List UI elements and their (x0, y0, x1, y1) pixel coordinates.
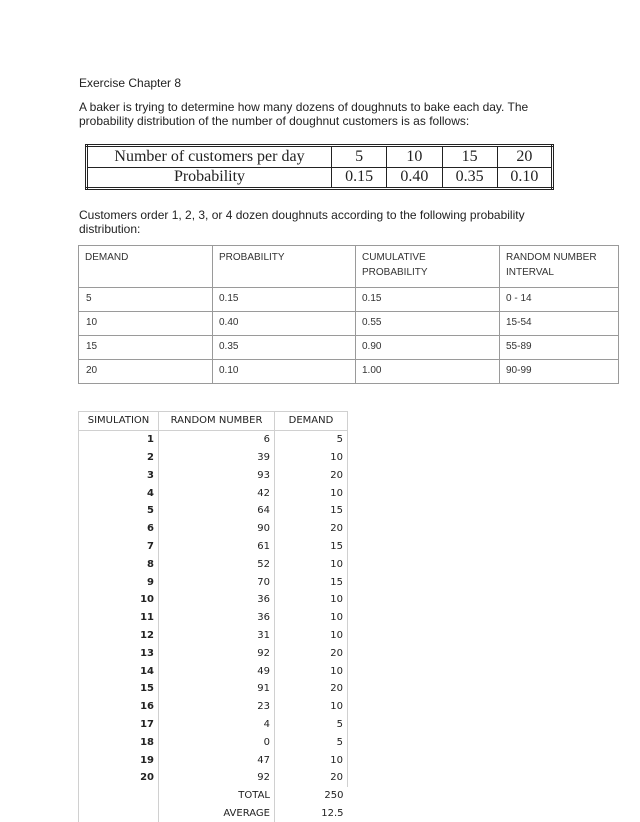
table-row (79, 336, 619, 360)
table-row (79, 502, 348, 520)
simulation-number: 19 (79, 751, 159, 769)
probability-row (87, 167, 553, 189)
random-number: 0 (159, 733, 275, 751)
demand-value: 10 (275, 751, 348, 769)
table-cell: 0.90 (356, 336, 500, 360)
table-row (79, 312, 619, 336)
random-number: 36 (159, 591, 275, 609)
demand-value: 20 (275, 466, 348, 484)
table-row (79, 573, 348, 591)
table-row (79, 360, 619, 384)
simulation-table (78, 411, 348, 822)
table-cell: 15 (79, 336, 213, 360)
simulation-number: 17 (79, 716, 159, 734)
simulation-number: 12 (79, 627, 159, 645)
probability-cell: 0.10 (497, 167, 552, 189)
table-cell: 0.40 (213, 312, 356, 336)
customers-cell: 5 (332, 146, 387, 168)
table-row (79, 538, 348, 556)
probability-cell: 0.15 (332, 167, 387, 189)
table-row (79, 627, 348, 645)
customers-row-label: Number of customers per day (87, 146, 332, 168)
exercise-title: Exercise Chapter 8 (79, 76, 182, 90)
demand-value: 5 (275, 430, 348, 448)
random-number: 39 (159, 449, 275, 467)
column-header: CUMULATIVE PROBABILITY (356, 246, 500, 288)
random-number: 90 (159, 520, 275, 538)
table-row (79, 520, 348, 538)
demand-value: 5 (275, 733, 348, 751)
table-cell: 0.15 (356, 288, 500, 312)
column-header: DEMAND (275, 412, 348, 431)
demand-value: 20 (275, 644, 348, 662)
customers-cell: 10 (387, 146, 442, 168)
total-value: 250 (275, 787, 348, 805)
column-header: DEMAND (79, 246, 213, 288)
random-number: 91 (159, 680, 275, 698)
random-number: 52 (159, 555, 275, 573)
table-cell: 10 (79, 312, 213, 336)
table-row (79, 484, 348, 502)
demand-value: 15 (275, 573, 348, 591)
table-row (79, 555, 348, 573)
table-row (79, 769, 348, 787)
simulation-number: 3 (79, 466, 159, 484)
table-cell: 0.55 (356, 312, 500, 336)
total-label: TOTAL (159, 787, 275, 805)
table-row (79, 644, 348, 662)
demand-value: 10 (275, 449, 348, 467)
demand-value: 5 (275, 716, 348, 734)
average-label: AVERAGE (159, 805, 275, 822)
table-cell: 15-54 (500, 312, 619, 336)
simulation-number: 7 (79, 538, 159, 556)
random-number: 4 (159, 716, 275, 734)
random-number: 64 (159, 502, 275, 520)
table-row (79, 591, 348, 609)
total-row (79, 787, 348, 805)
table-row (79, 680, 348, 698)
table-row (79, 288, 619, 312)
customers-cell: 15 (442, 146, 497, 168)
column-header: RANDOM NUMBER (159, 412, 275, 431)
column-header: PROBABILITY (213, 246, 356, 288)
simulation-number: 11 (79, 609, 159, 627)
table-cell: 0.15 (213, 288, 356, 312)
column-header: SIMULATION (79, 412, 159, 431)
table-row (79, 609, 348, 627)
demand-value: 10 (275, 662, 348, 680)
demand-value: 10 (275, 555, 348, 573)
simulation-number: 1 (79, 430, 159, 448)
simulation-number: 2 (79, 449, 159, 467)
simulation-body (79, 430, 348, 786)
random-number: 6 (159, 430, 275, 448)
simulation-number: 15 (79, 680, 159, 698)
table-cell: 20 (79, 360, 213, 384)
demand-value: 10 (275, 609, 348, 627)
random-number: 42 (159, 484, 275, 502)
customers-probability-table (85, 144, 554, 190)
table-cell: 0.10 (213, 360, 356, 384)
random-number: 61 (159, 538, 275, 556)
random-number: 49 (159, 662, 275, 680)
table-row (79, 430, 348, 448)
random-number: 23 (159, 698, 275, 716)
empty-cell (79, 787, 159, 805)
demand-value: 15 (275, 538, 348, 556)
random-number: 92 (159, 644, 275, 662)
table-header-row (79, 246, 619, 288)
column-header: RANDOM NUMBER INTERVAL (500, 246, 619, 288)
demand-value: 10 (275, 484, 348, 502)
table-cell: 0.35 (213, 336, 356, 360)
random-number: 47 (159, 751, 275, 769)
simulation-number: 18 (79, 733, 159, 751)
table-cell: 55-89 (500, 336, 619, 360)
simulation-number: 13 (79, 644, 159, 662)
demand-value: 20 (275, 680, 348, 698)
simulation-number: 9 (79, 573, 159, 591)
table-row (79, 466, 348, 484)
simulation-header-row (79, 412, 348, 431)
intro-paragraph: A baker is trying to determine how many dozens of doughnuts to bake each day. The probability distribution of the number of doughnut customers is as follows: (79, 100, 529, 128)
demand-value: 10 (275, 627, 348, 645)
simulation-number: 14 (79, 662, 159, 680)
average-row (79, 805, 348, 822)
table-cell: 1.00 (356, 360, 500, 384)
demand-value: 20 (275, 769, 348, 787)
random-number: 31 (159, 627, 275, 645)
table-row (79, 662, 348, 680)
table-row (79, 698, 348, 716)
simulation-number: 10 (79, 591, 159, 609)
simulation-number: 20 (79, 769, 159, 787)
demand-distribution-table (78, 245, 619, 384)
table-row (79, 733, 348, 751)
table-cell: 0 - 14 (500, 288, 619, 312)
demand-value: 20 (275, 520, 348, 538)
order-paragraph: Customers order 1, 2, 3, or 4 dozen doughnuts according to the following probability distribution: (79, 208, 525, 236)
empty-cell (79, 805, 159, 822)
table-row (79, 716, 348, 734)
demand-value: 15 (275, 502, 348, 520)
random-number: 93 (159, 466, 275, 484)
table-row (79, 449, 348, 467)
average-value: 12.5 (275, 805, 348, 822)
probability-cell: 0.40 (387, 167, 442, 189)
customers-row (87, 146, 553, 168)
probability-row-label: Probability (87, 167, 332, 189)
table-row (79, 751, 348, 769)
random-number: 70 (159, 573, 275, 591)
customers-cell: 20 (497, 146, 552, 168)
simulation-number: 16 (79, 698, 159, 716)
probability-cell: 0.35 (442, 167, 497, 189)
demand-value: 10 (275, 591, 348, 609)
simulation-number: 8 (79, 555, 159, 573)
table-cell: 5 (79, 288, 213, 312)
table-cell: 90-99 (500, 360, 619, 384)
simulation-number: 6 (79, 520, 159, 538)
simulation-number: 4 (79, 484, 159, 502)
simulation-number: 5 (79, 502, 159, 520)
random-number: 92 (159, 769, 275, 787)
random-number: 36 (159, 609, 275, 627)
demand-value: 10 (275, 698, 348, 716)
